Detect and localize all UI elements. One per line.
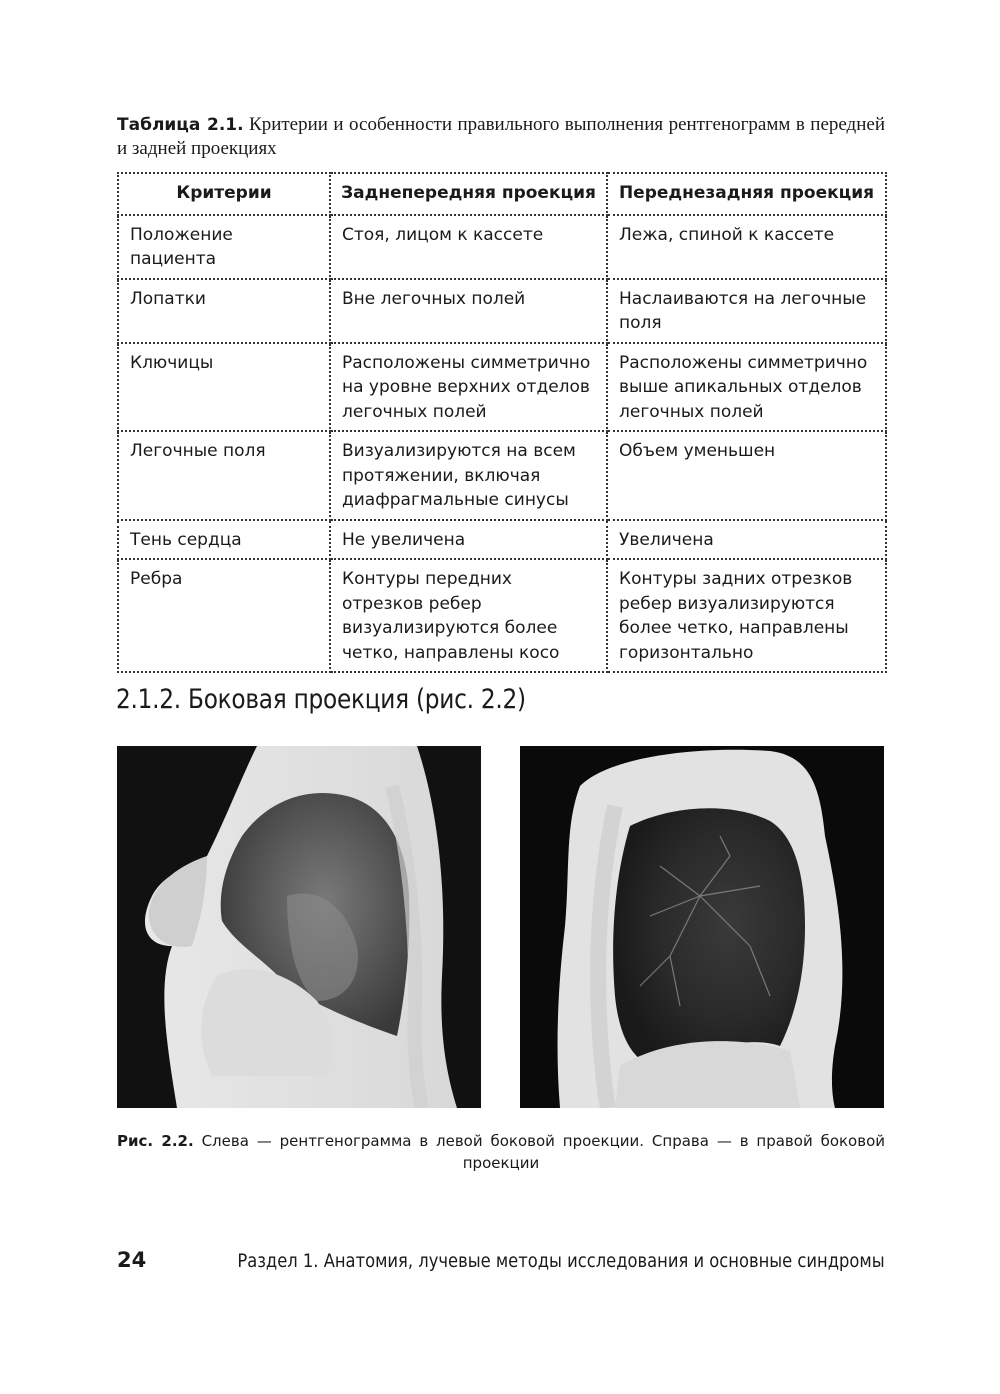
table-cell: Расположены симметрично на уровне верхних отделов легочных полей — [330, 343, 607, 432]
section-title: 2.1.2. Боковая проекция (рис. 2.2) — [116, 684, 526, 715]
table-cell: Контуры задних отрезков ребер визуализируются более четко, направлены горизонтально — [607, 559, 886, 672]
figure-caption-text: Слева — рентгенограмма в левой боковой проекции. Справа — в правой боковой проекции — [193, 1132, 885, 1172]
figure-caption — [117, 1130, 885, 1174]
table-cell: Наслаиваются на легочные поля — [607, 279, 886, 343]
xray-right-lateral — [520, 746, 884, 1108]
table-row — [118, 215, 886, 279]
table-caption-label: Таблица 2.1. — [117, 115, 244, 135]
column-header: Заднепередняя проекция — [330, 173, 607, 215]
table-cell: Не увеличена — [330, 520, 607, 560]
table-cell: Положение пациента — [118, 215, 330, 279]
table-cell: Ребра — [118, 559, 330, 672]
table-row — [118, 279, 886, 343]
table-row — [118, 559, 886, 672]
table-cell: Расположены симметрично выше апикальных отделов легочных полей — [607, 343, 886, 432]
table-cell: Стоя, лицом к кассете — [330, 215, 607, 279]
xray-left-lateral — [117, 746, 481, 1108]
criteria-table — [117, 172, 887, 673]
table-row — [118, 431, 886, 520]
table-cell: Лопатки — [118, 279, 330, 343]
table-cell: Увеличена — [607, 520, 886, 560]
table-row — [118, 343, 886, 432]
table-cell: Тень сердца — [118, 520, 330, 560]
table-header-row — [118, 173, 886, 215]
table-cell: Лежа, спиной к кассете — [607, 215, 886, 279]
table-cell: Объем уменьшен — [607, 431, 886, 520]
page-number: 24 — [117, 1248, 147, 1272]
column-header: Критерии — [118, 173, 330, 215]
figure-caption-label: Рис. 2.2. — [117, 1132, 194, 1150]
table-row — [118, 520, 886, 560]
table-cell: Ключицы — [118, 343, 330, 432]
running-head: Раздел 1. Анатомия, лучевые методы исследования и основные синдромы — [237, 1250, 885, 1272]
table-caption-text: Критерии и особенности правильного выполнения рентгенограмм в передней и задней проекциях — [117, 114, 885, 159]
table-caption — [117, 113, 885, 161]
table-cell: Легочные поля — [118, 431, 330, 520]
table-cell: Вне легочных полей — [330, 279, 607, 343]
column-header: Переднезадняя проекция — [607, 173, 886, 215]
table-cell: Визуализируются на всем протяжении, включая диафрагмальные синусы — [330, 431, 607, 520]
table-cell: Контуры передних отрезков ребер визуализируются более четко, направлены косо — [330, 559, 607, 672]
